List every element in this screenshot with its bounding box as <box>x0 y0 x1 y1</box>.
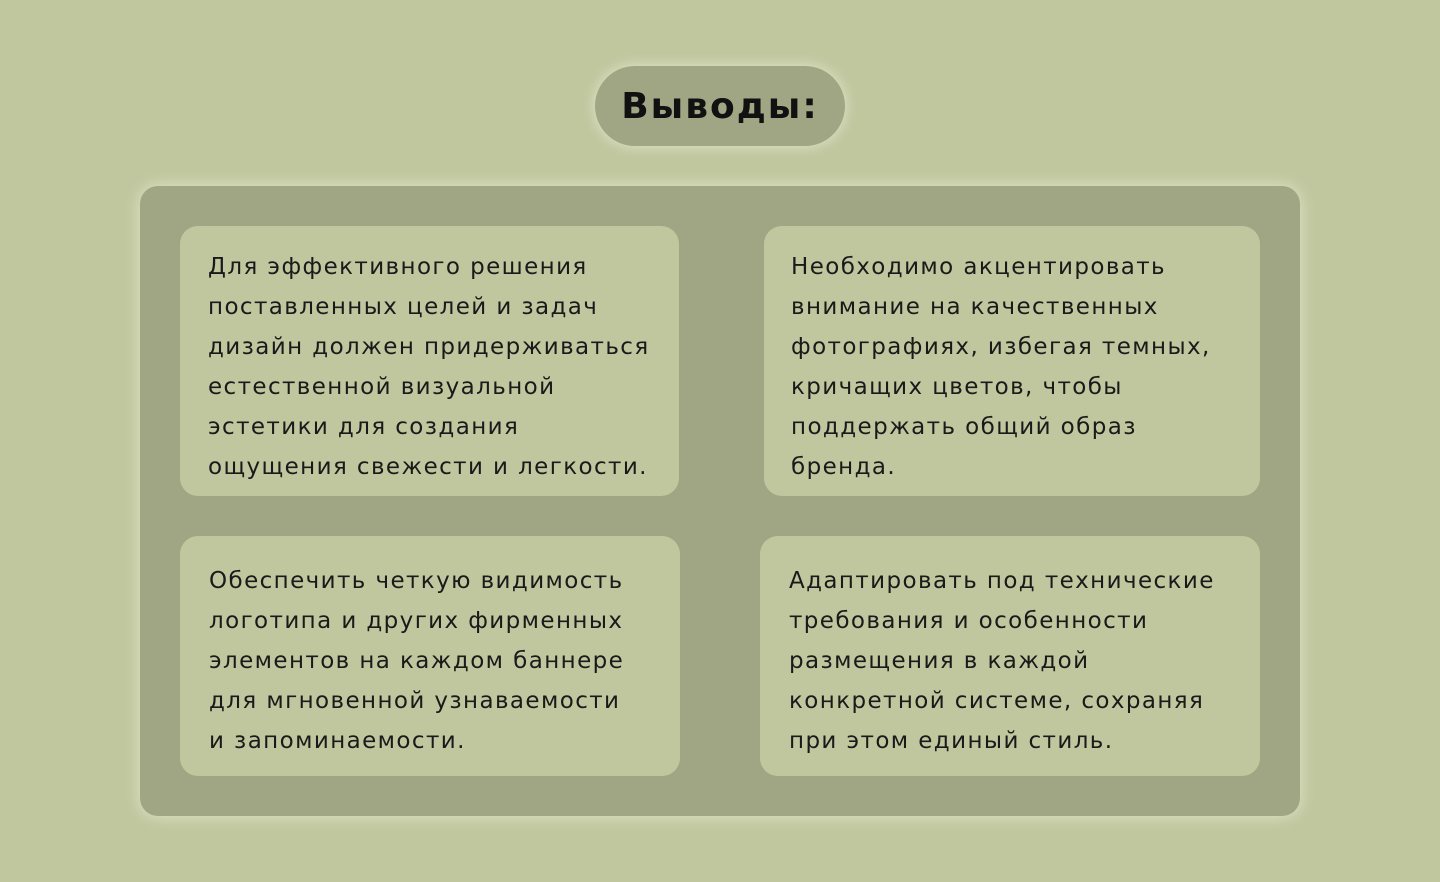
conclusion-card-1 <box>180 226 679 496</box>
conclusion-text-1: Для эффективного решения поставленных целей и задач дизайн должен придерживаться естественной визуальной эстетики для создания ощущения свежести и легкости. <box>208 254 650 480</box>
conclusion-text-2: Необходимо акцентировать внимание на качественных фотографиях, избегая темных, кричащих цветов, чтобы поддержать общий образ бренда. <box>791 254 1211 480</box>
conclusion-text-4: Адаптировать под технические требования и особенности размещения в каждой конкретной системе, сохраняя при этом единый стиль. <box>789 568 1215 754</box>
conclusion-card-2 <box>764 226 1260 496</box>
conclusion-card-3 <box>180 536 680 776</box>
conclusions-panel <box>140 186 1300 816</box>
conclusion-text-3: Обеспечить четкую видимость логотипа и других фирменных элементов на каждом баннере для мгновенной узнаваемости и запоминаемости. <box>209 568 625 754</box>
page-title: Выводы: <box>621 85 819 127</box>
conclusion-card-4 <box>760 536 1260 776</box>
title-pill <box>595 66 845 146</box>
